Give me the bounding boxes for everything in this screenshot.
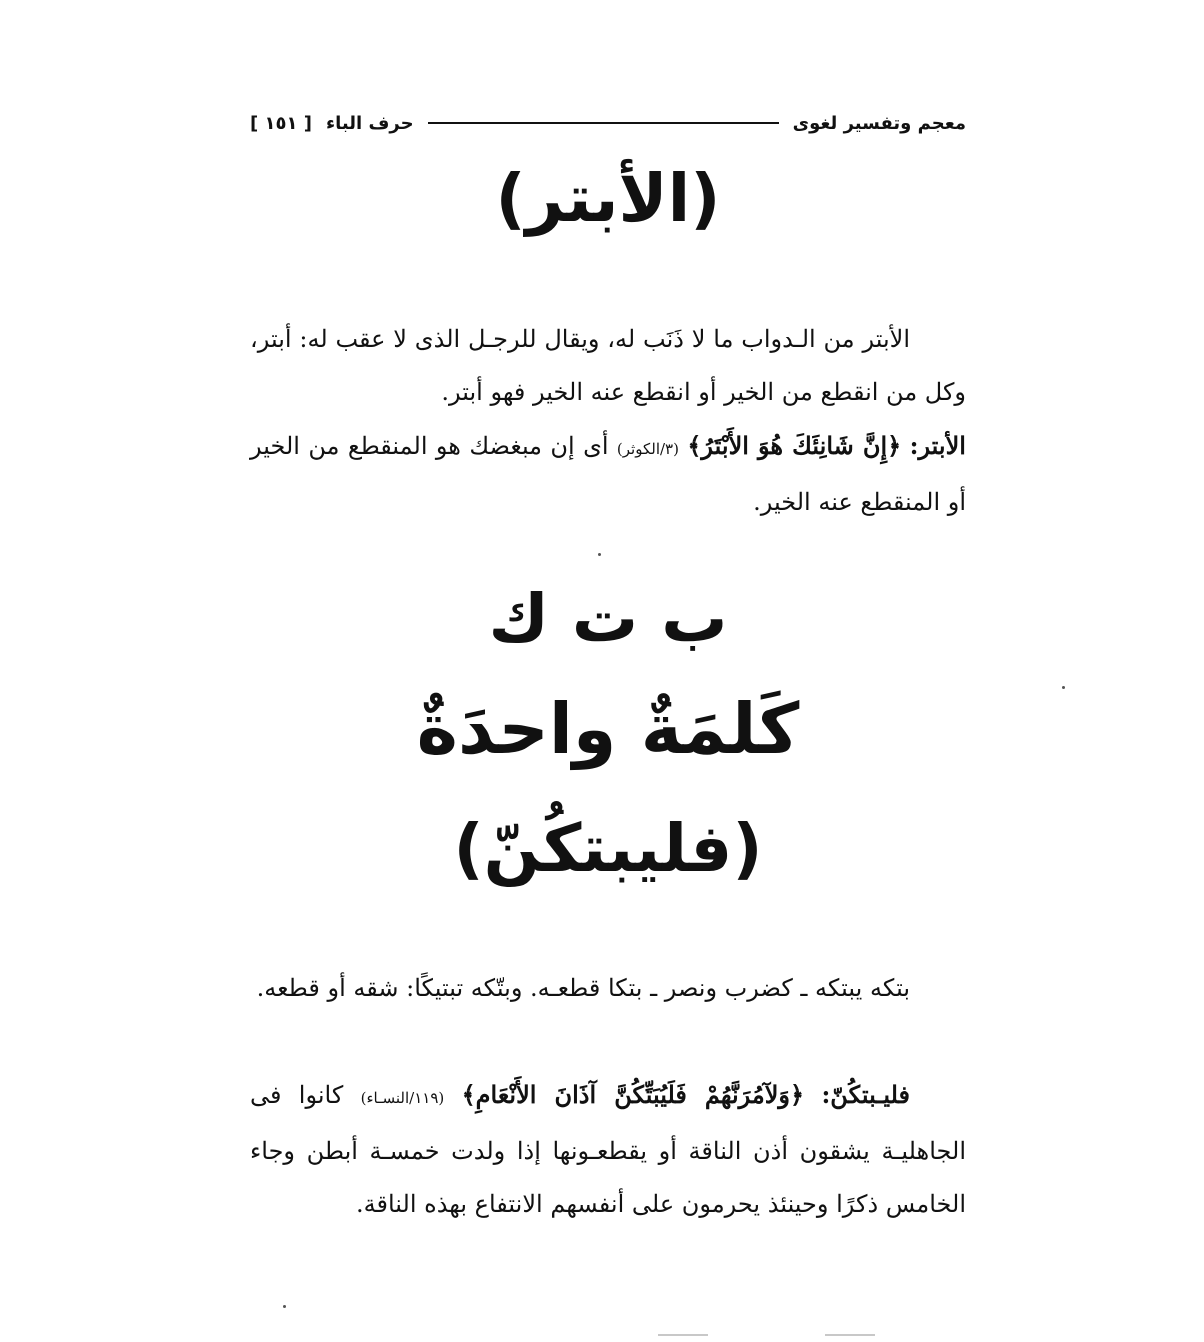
book-title: معجم وتفسير لغوى [792,112,966,134]
gloss: أى إن مبغضك هو المنقطع من الخير أو المنقطع عنه الخير. [250,432,966,516]
lemma: فليـبتكُنّ: [821,1080,910,1109]
gloss: كانوا فى الجاهليـة يشقون أذن الناقة أو يقطعـونها إذا ولدت خمسـة أبطن وجاء الخامس ذكرًا وحينئذ يحرمون على أنفسهم الانتفاع بهذه الناقة. [250,1081,966,1218]
entry-paragraph [250,1068,966,1231]
scan-speck [283,1305,286,1308]
running-header [250,108,966,138]
scan-mark [658,1334,708,1336]
scan-speck [1062,686,1065,689]
entry-paragraph: الأبتر من الـدواب ما لا ذَنَب له، ويقال للرجـل الذى لا عقب له: أبتر، وكل من انقطع من الخير أو انقطع عنه الخير فهو أبتر. [250,325,966,406]
quran-verse: ﴿وَلآمُرَنَّهُمْ فَلَيُبَتِّكُنَّ آذَانَ الأَنْعَامِ﴾ [461,1080,805,1109]
section-title: حرف الباء [325,112,414,134]
quran-verse: ﴿إِنَّ شَانِئَكَ هُوَ الأَبْتَرُ﴾ [687,431,902,460]
headword-falayubattikunna: (فليبتكُنّ) [453,810,763,887]
page-number: [ ١٥١ ] [250,112,312,134]
header-rule [428,122,779,124]
verse-reference: (٣/الكوثر) [616,440,679,458]
entry-paragraph [250,419,966,529]
dictionary-page [250,100,966,1300]
scan-mark [825,1334,875,1336]
root-note: كَلمَةٌ واحدَةٌ [416,688,800,770]
verse-reference: (١١٩/النسـاء) [360,1089,445,1107]
lemma: الأبتر: [909,431,966,460]
scan-speck [598,553,601,556]
entry-paragraph: بتكه يبتكه ـ كضرب ونصر ـ بتكا قطعـه. وبتّكه تبتيكًا: شقه أو قطعه. [256,974,910,1002]
headword-alabtar: (الأبتر) [495,160,721,237]
root-letters: ب ت ك [488,580,728,657]
